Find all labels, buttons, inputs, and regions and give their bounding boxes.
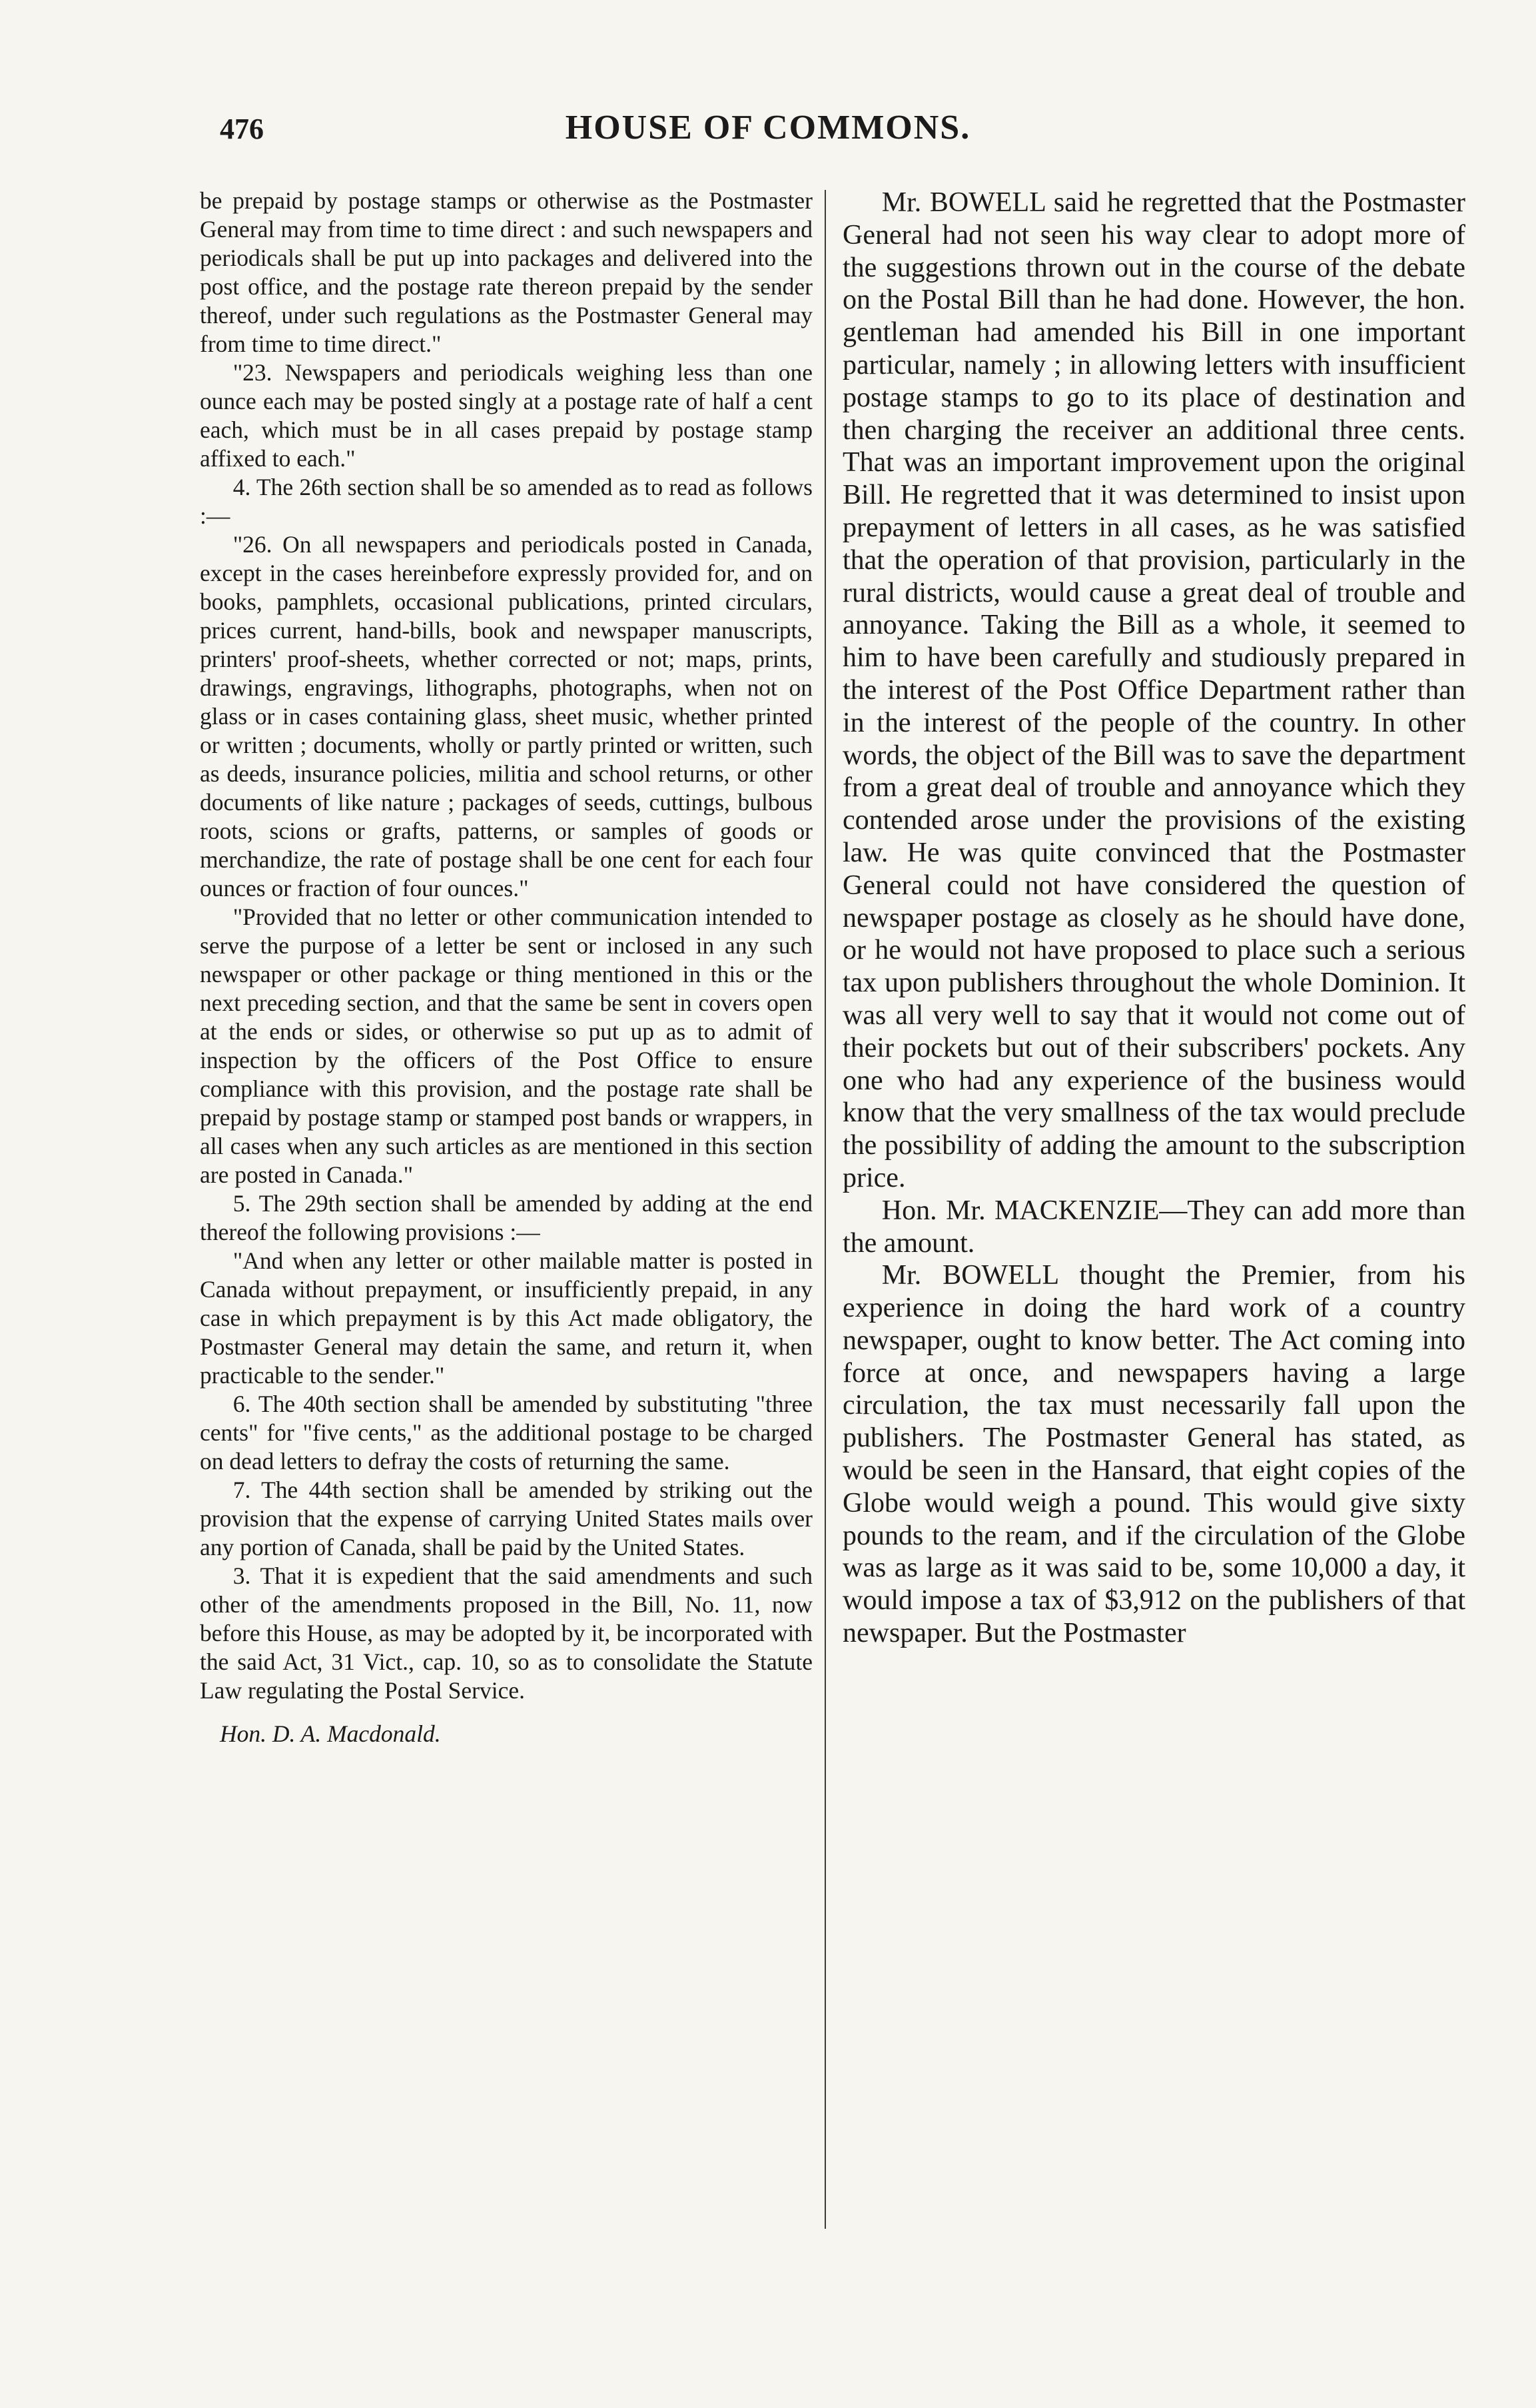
left-paragraph: "Provided that no letter or other communication intended to serve the purpose of a letter be sent or inclosed in any such newspaper or other package or thing mentioned in this or the next preceding section, and that the same be sent in covers open at the ends or sides, or otherwise so put up as to admit of inspection by the officers of the Post Office to ensure compliance with this provision, and the postage rate shall be prepaid by postage stamp or stamped post bands or wrappers, in all cases when any such articles as are mentioned in this section are posted in Canada." xyxy=(200,903,813,1188)
left-paragraph: "And when any letter or other mailable matter is posted in Canada without prepayment, or insufficiently prepaid, in any case in which prepayment is by this Act made obligatory, the Postmaster General may detain the same, and return it, when practicable to the sender." xyxy=(200,1247,813,1389)
left-paragraph: 6. The 40th section shall be amended by substituting "three cents" for "five cents," as the additional postage to be charged on dead letters to defray the costs of returning the same. xyxy=(200,1391,813,1475)
column-divider xyxy=(825,190,826,2229)
left-paragraph: 7. The 44th section shall be amended by striking out the provision that the expense of carrying United States mails over any portion of Canada, shall be paid by the United States. xyxy=(200,1477,813,1560)
right-paragraph: Hon. Mr. MACKENZIE—They can add more than the amount. xyxy=(843,1195,1465,1259)
right-paragraph: Mr. BOWELL said he regretted that the Postmaster General had not seen his way clear to adopt more of the suggestions thrown out in the course of the debate on the Postal Bill than he had done. However, the hon. gentleman had amended his Bill in one important particular, namely ; in allowing letters with insufficient postage stamps to go to its place of destination and then charging the receiver an additional three cents. That was an important improvement upon the original Bill. He regretted that it was determined to insist upon prepayment of letters in all cases, as he was satisfied that the operation of that provision, particularly in the rural districts, would cause a great deal of trouble and annoyance. Taking the Bill as a whole, it seemed to him to have been carefully and studiously prepared in the interest of the Post Office Department rather than in the interest of the people of the country. In other words, the object of the Bill was to save the department from a great deal of trouble and annoyance which they contended arose under the provisions of the existing law. He was quite convinced that the Postmaster General could not have considered the question of newspaper postage as closely as he should have done, or he would not have proposed to place such a serious tax upon publishers throughout the whole Dominion. It was all very well to say that it would not come out of their pockets but out of their subscribers' pockets. Any one who had any experience of the business would know that the very smallness of the tax would preclude the possibility of adding the amount to the subscription price. xyxy=(843,187,1465,1193)
right-column xyxy=(843,187,1465,2285)
left-paragraph: 3. That it is expedient that the said amendments and such other of the amendments proposed in the Bill, No. 11, now before this House, as may be adopted by it, be incorporated with the said Act, 31 Vict., cap. 10, so as to consolidate the Statute Law regulating the Postal Service. xyxy=(200,1562,813,1704)
right-paragraph: Mr. BOWELL thought the Premier, from his experience in doing the hard work of a country newspaper, ought to know better. The Act coming into force at once, and newspapers having a large circulation, the tax must necessarily fall upon the publishers. The Postmaster General has stated, as would be seen in the Hansard, that eight copies of the Globe would weigh a pound. This would give sixty pounds to the ream, and if the circulation of the Globe was as large as it was said to be, some 10,000 a day, it would impose a tax of $3,912 on the publishers of that newspaper. But the Postmaster xyxy=(843,1260,1465,1649)
page-number: 476 xyxy=(220,113,264,145)
signature: Hon. D. A. Macdonald. xyxy=(220,1720,441,1747)
left-paragraph: be prepaid by postage stamps or otherwise as the Postmaster General may from time to time direct : and such newspapers and periodicals shall be put up into packages and delivered into the post office, and the postage rate thereon prepaid by the sender thereof, under such regulations as the Postmaster General may from time to time direct." xyxy=(200,187,813,357)
left-paragraph: "26. On all newspapers and periodicals posted in Canada, except in the cases hereinbefore expressly provided for, and on books, pamphlets, occasional publications, printed circulars, prices current, hand-bills, book and newspaper manuscripts, printers' proof-sheets, whether corrected or not; maps, prints, drawings, engravings, lithographs, photographs, when not on glass or in cases containing glass, sheet music, whether printed or written ; documents, wholly or partly printed or written, such as deeds, insurance policies, militia and school returns, or other documents of like nature ; packages of seeds, cuttings, bulbous roots, scions or grafts, patterns, or samples of goods or merchandize, the rate of postage shall be one cent for each four ounces or fraction of four ounces." xyxy=(200,531,813,902)
left-column xyxy=(200,187,813,2285)
left-paragraph: 4. The 26th section shall be so amended as to read as follows :— xyxy=(200,474,813,529)
left-paragraph: 5. The 29th section shall be amended by adding at the end thereof the following provisions :— xyxy=(200,1190,813,1245)
running-head: HOUSE OF COMMONS. xyxy=(565,109,971,147)
left-paragraph: "23. Newspapers and periodicals weighing less than one ounce each may be posted singly at a postage rate of half a cent each, which must be in all cases prepaid by postage stamp affixed to each." xyxy=(200,359,813,472)
